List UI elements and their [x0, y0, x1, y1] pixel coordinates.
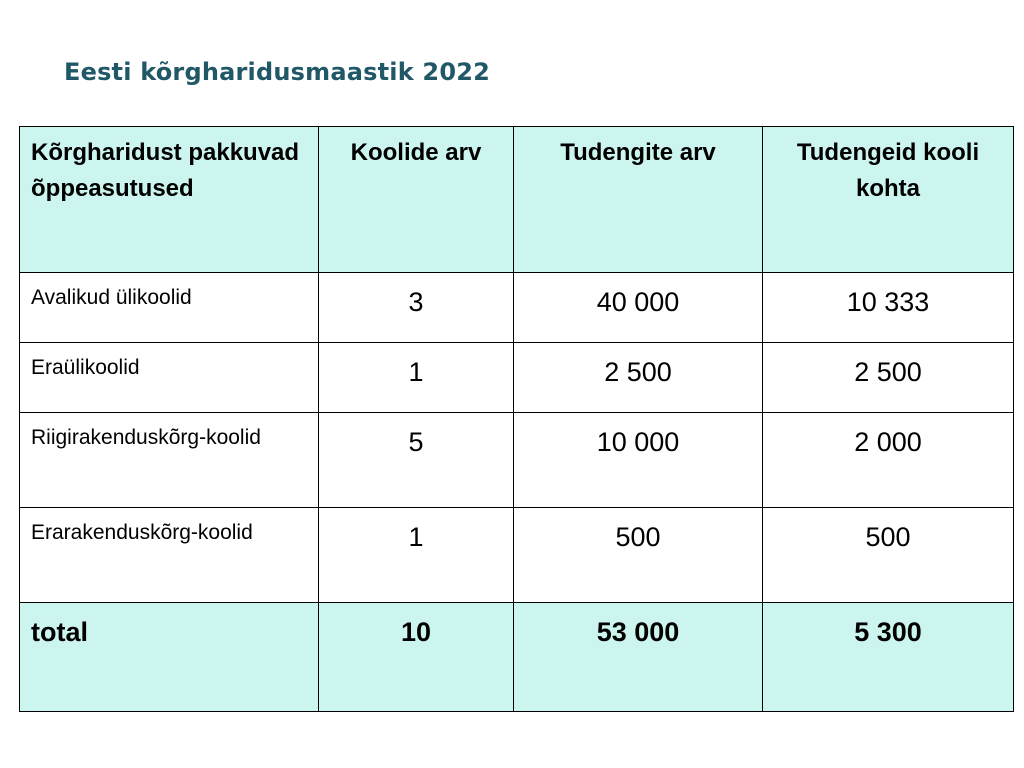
row-label: Riigirakenduskõrg-koolid	[20, 413, 319, 508]
table-row	[20, 273, 1014, 343]
header-student-count: Tudengite arv	[514, 127, 763, 273]
student-count-cell: 10 000	[514, 413, 763, 508]
table-row	[20, 413, 1014, 508]
total-label: total	[20, 603, 319, 712]
school-count-cell: 1	[319, 508, 514, 603]
slide-title: Eesti kõrgharidusmaastik 2022	[64, 58, 491, 86]
header-students-per-school: Tudengeid kooli kohta	[763, 127, 1014, 273]
students-per-school-cell: 2 000	[763, 413, 1014, 508]
row-label: Eraülikoolid	[20, 343, 319, 413]
total-student-count: 53 000	[514, 603, 763, 712]
row-label: Avalikud ülikoolid	[20, 273, 319, 343]
education-table	[19, 126, 1014, 712]
total-students-per-school: 5 300	[763, 603, 1014, 712]
student-count-cell: 40 000	[514, 273, 763, 343]
students-per-school-cell: 2 500	[763, 343, 1014, 413]
school-count-cell: 1	[319, 343, 514, 413]
header-institutions: Kõrgharidust pakkuvad õppeasutused	[20, 127, 319, 273]
row-label: Erarakenduskõrg-koolid	[20, 508, 319, 603]
students-per-school-cell: 500	[763, 508, 1014, 603]
students-per-school-cell: 10 333	[763, 273, 1014, 343]
table-total-row	[20, 603, 1014, 712]
table-row	[20, 343, 1014, 413]
student-count-cell: 500	[514, 508, 763, 603]
student-count-cell: 2 500	[514, 343, 763, 413]
total-school-count: 10	[319, 603, 514, 712]
table-row	[20, 508, 1014, 603]
table-header-row	[20, 127, 1014, 273]
header-school-count: Koolide arv	[319, 127, 514, 273]
school-count-cell: 5	[319, 413, 514, 508]
school-count-cell: 3	[319, 273, 514, 343]
